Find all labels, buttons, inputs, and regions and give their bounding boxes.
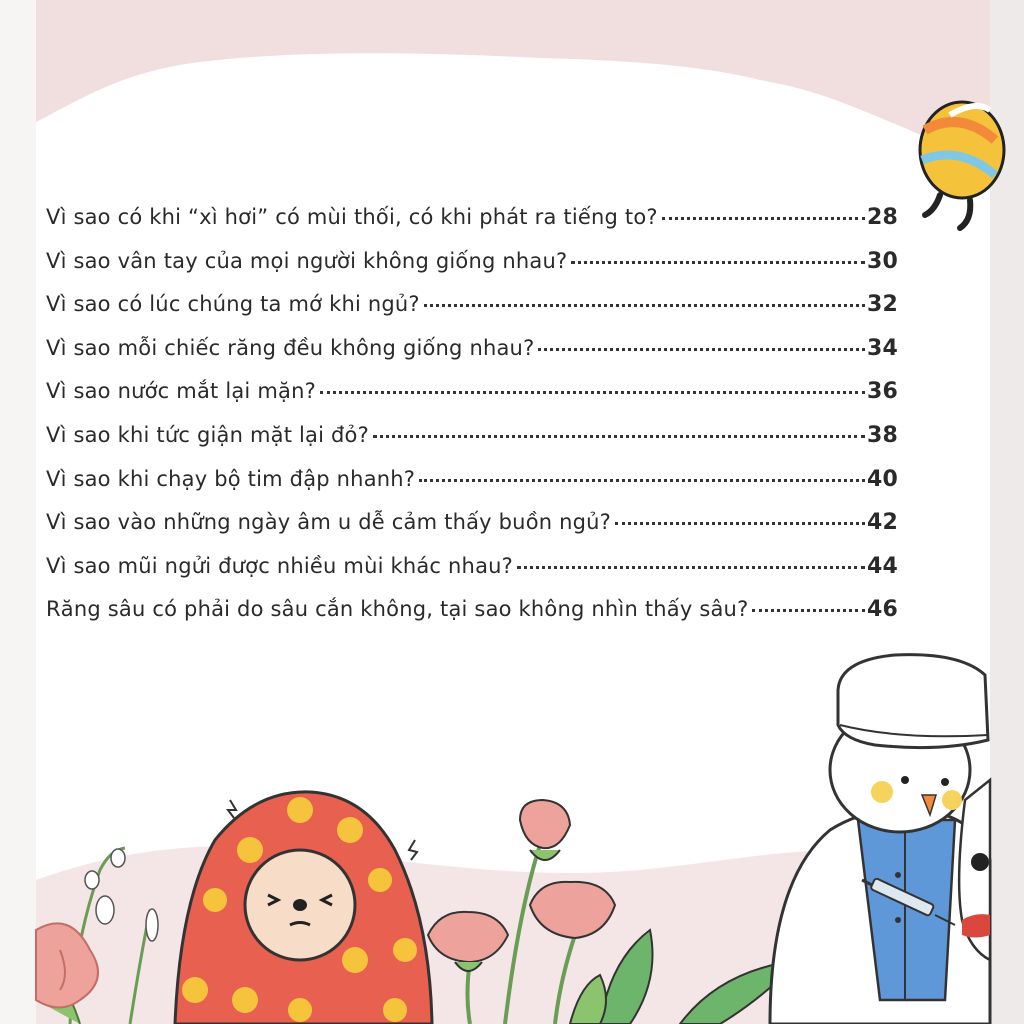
ufo-bug-icon [920, 102, 1004, 228]
cat-character-icon [959, 780, 990, 960]
toc-entry-title: Răng sâu có phải do sâu cắn không, tại sao không nhìn thấy sâu? [46, 597, 749, 622]
toc-entry-page: 34 [866, 335, 898, 361]
pink-flower-icon [36, 923, 98, 1007]
toc-entry-title: Vì sao khi chạy bộ tim đập nhanh? [46, 466, 416, 491]
toc-entry-page: 36 [866, 379, 898, 405]
snowman-doctor-icon [770, 655, 990, 1024]
toc-entry-page: 38 [866, 422, 898, 448]
toc-entry-title: Vì sao có khi “xì hơi” có mùi thối, có khi phát ra tiếng to? [46, 205, 658, 229]
toc-entry-title: Vì sao có lúc chúng ta mớ khi ngủ? [46, 292, 420, 317]
child-in-blanket-icon [175, 792, 432, 1024]
toc-entry-page: 40 [866, 466, 898, 492]
toc-entry-title: Vì sao khi tức giận mặt lại đỏ? [46, 422, 369, 447]
toc-entry-title: Vì sao nước mắt lại mặn? [46, 379, 316, 404]
toc-entry-page: 30 [866, 248, 898, 274]
toc-entry-page: 28 [866, 205, 898, 230]
toc-entry-title: Vì sao mũi ngửi được nhiều mùi khác nhau? [46, 553, 513, 578]
toc-entry-title: Vì sao vân tay của mọi người không giống nhau? [46, 248, 568, 273]
toc-entry-page: 42 [866, 510, 898, 536]
toc-entry-page: 46 [866, 597, 898, 623]
toc-entry-page: 32 [866, 292, 898, 318]
toc-entry-page: 44 [866, 553, 898, 579]
toc-entry-title: Vì sao mỗi chiếc răng đều không giống nhau? [46, 335, 535, 360]
toc-entry-title: Vì sao vào những ngày âm u dễ cảm thấy buồn ngủ? [46, 510, 612, 535]
